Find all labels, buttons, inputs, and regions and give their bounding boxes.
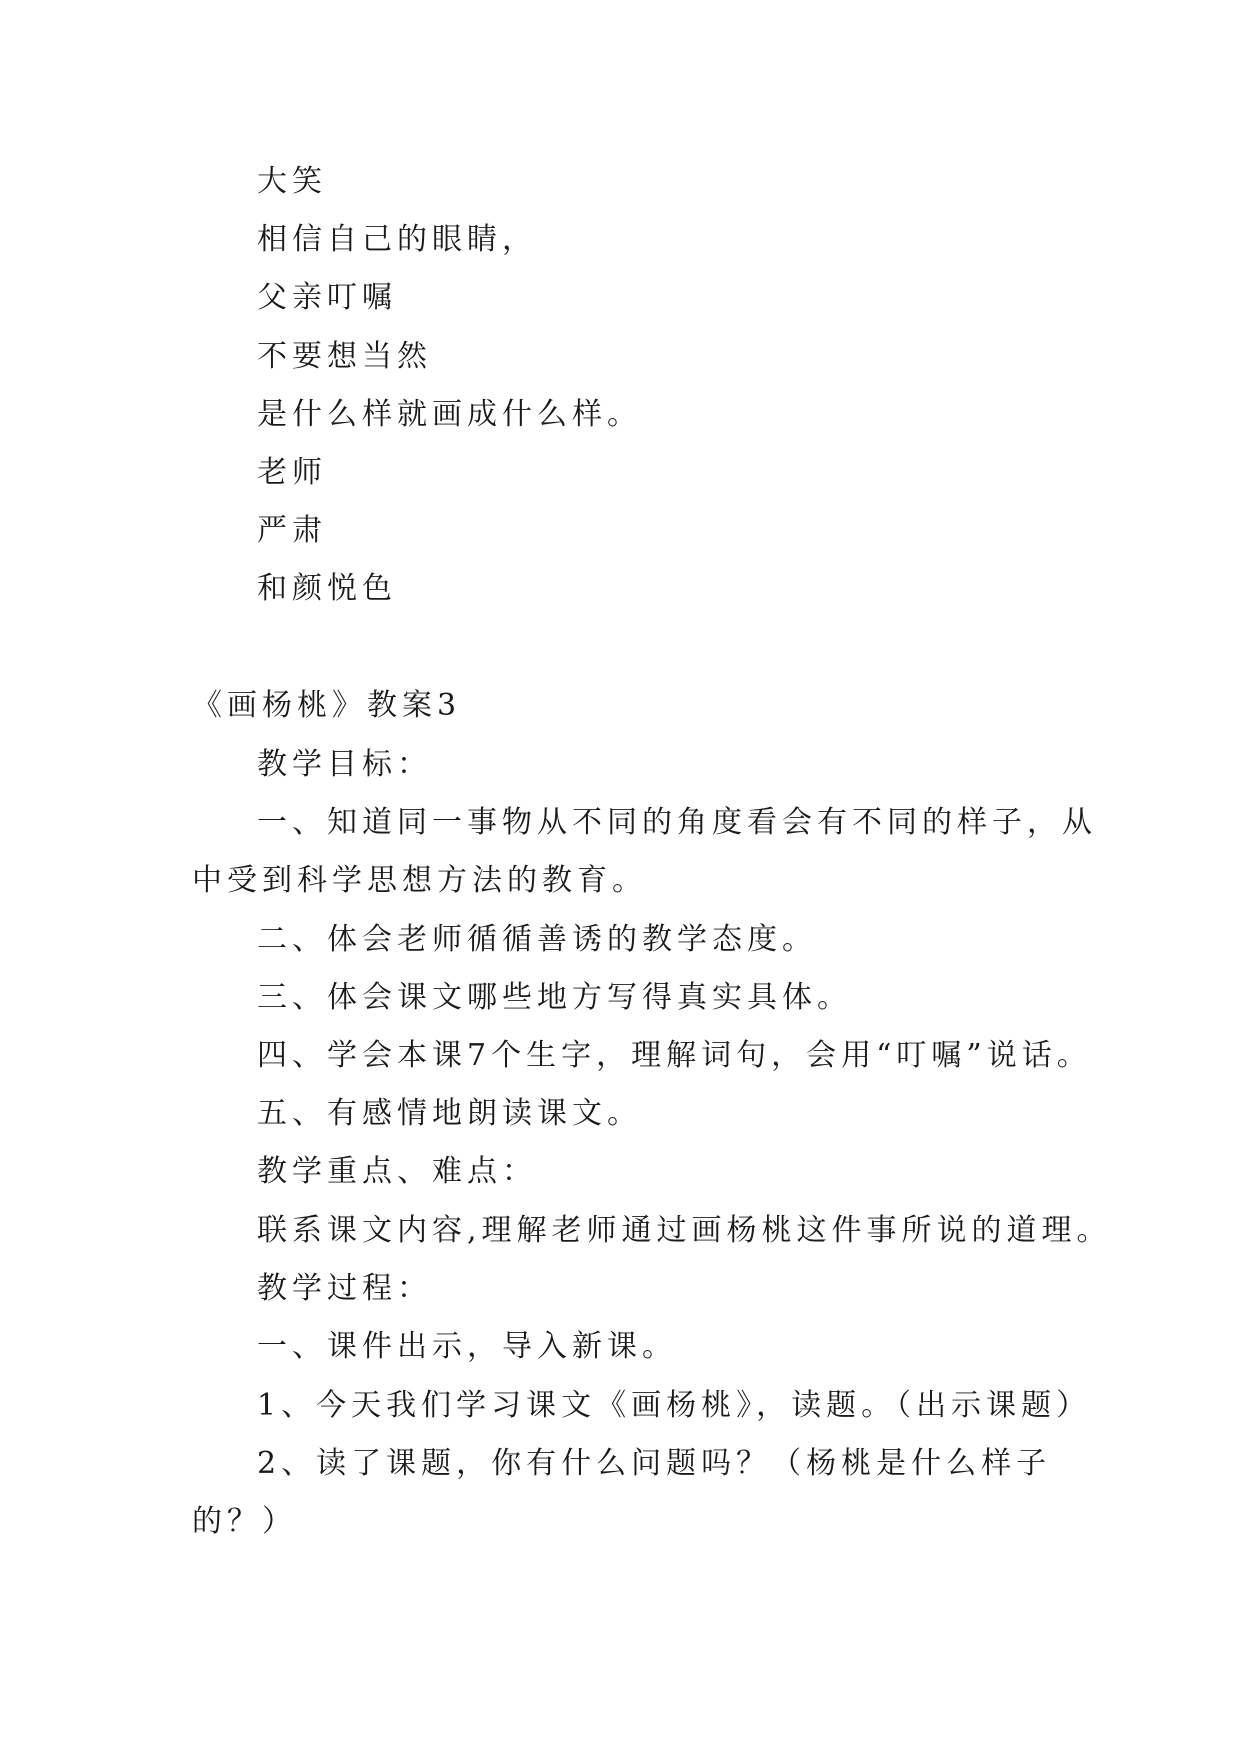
poem-line: 不要想当然: [257, 339, 432, 374]
poem-line: 和颜悦色: [257, 571, 397, 606]
section-title: 《画杨桃》教案3: [192, 688, 462, 723]
objectives-heading: 教学目标：: [257, 747, 432, 782]
poem-line: 相信自己的眼睛，: [257, 222, 537, 257]
objective-item: 四、学会本课7个生字，理解词句，会用“叮嘱”说话。: [257, 1038, 1092, 1073]
poem-line: 老师: [257, 455, 327, 490]
objective-item: 一、知道同一事物从不同的角度看会有不同的样子，从: [257, 805, 1097, 840]
process-step: 一、课件出示，导入新课。: [257, 1329, 677, 1364]
objective-item: 三、体会课文哪些地方写得真实具体。: [257, 980, 852, 1015]
poem-line: 严肃: [257, 513, 327, 548]
poem-line: 大笑: [257, 164, 327, 199]
key-points-heading: 教学重点、难点：: [257, 1154, 537, 1189]
objective-item-continuation: 中受到科学思想方法的教育。: [192, 863, 647, 898]
poem-line: 父亲叮嘱: [257, 280, 397, 315]
objective-item: 二、体会老师循循善诱的教学态度。: [257, 922, 817, 957]
process-substep-continuation: 的？）: [192, 1504, 297, 1539]
process-heading: 教学过程：: [257, 1271, 432, 1306]
objective-item: 五、有感情地朗读课文。: [257, 1096, 642, 1131]
poem-line: 是什么样就画成什么样。: [257, 397, 642, 432]
process-substep: 1、今天我们学习课文《画杨桃》，读题。（出示课题）: [257, 1388, 1092, 1423]
key-points-text: 联系课文内容,理解老师通过画杨桃这件事所说的道理。: [257, 1213, 1112, 1248]
process-substep: 2、读了课题，你有什么问题吗？（杨桃是什么样子: [257, 1446, 1052, 1481]
